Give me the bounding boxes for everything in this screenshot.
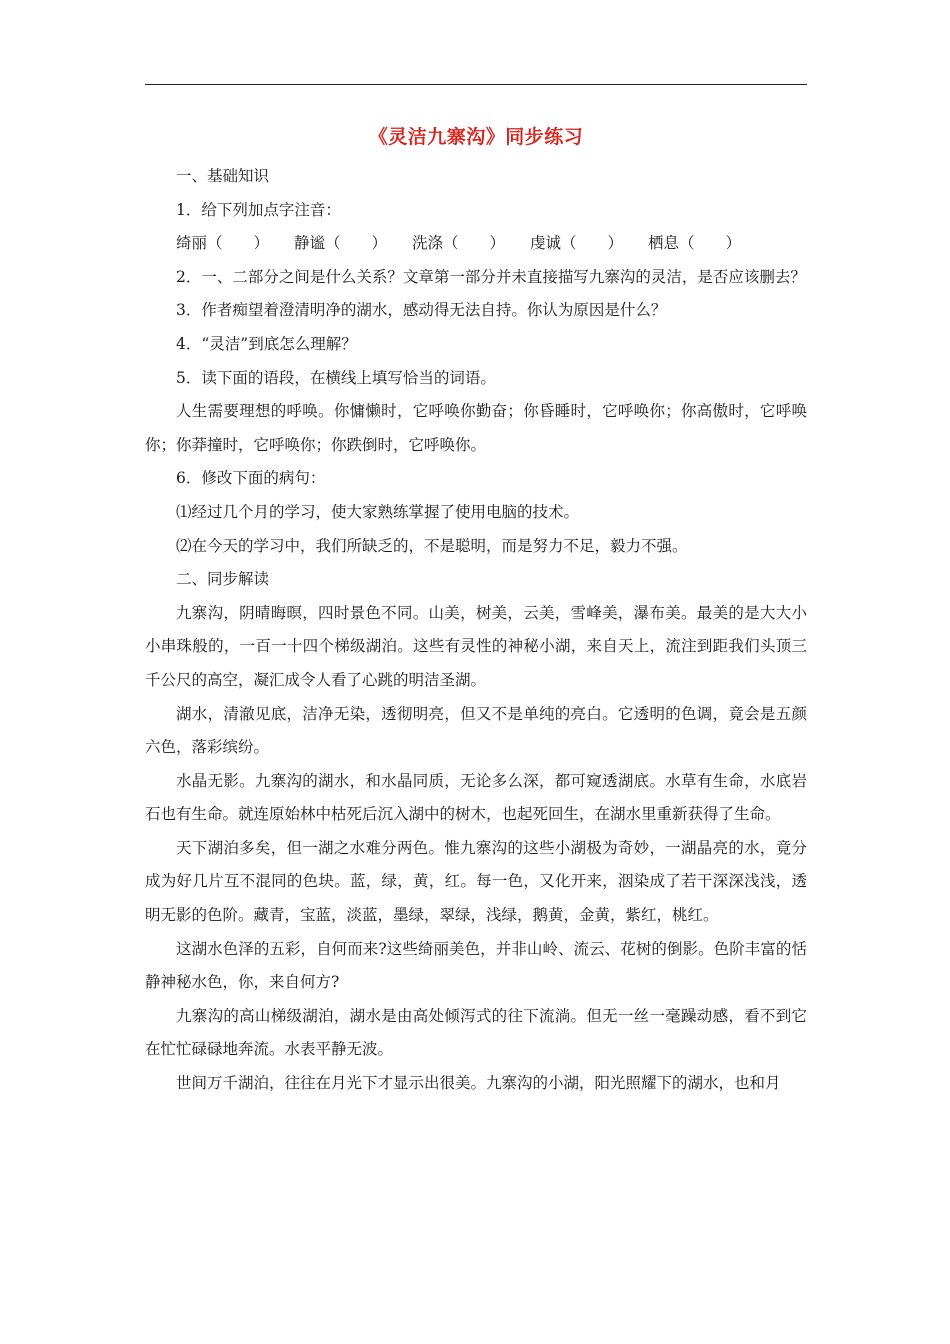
question-1: 1．给下列加点字注音： bbox=[176, 200, 341, 219]
passage-paragraph: 世间万千湖泊，往往在月光下才显示出很美。九寨沟的小湖，阳光照耀下的湖水，也和月 bbox=[176, 1074, 781, 1093]
pinyin-item: 虔诚（ ） bbox=[530, 234, 624, 253]
page-title: 《灵洁九寨沟》同步练习 bbox=[368, 126, 584, 148]
pinyin-item: 洗涤（ ） bbox=[412, 234, 506, 253]
question-5: 5．读下面的语段，在横线上填写恰当的词语。 bbox=[176, 368, 496, 387]
question-6-sentence-2: ⑵在今天的学习中，我们所缺乏的，不是聪明，而是努力不足，毅力不强。 bbox=[176, 536, 688, 555]
section-heading-basic: 一、基础知识 bbox=[176, 167, 270, 185]
question-5-text: 人生需要理想的呼唤。你慵懒时，它呼唤你勤奋；你昏睡时，它呼唤你；你高傲时，它呼唤你；你莽撞时，它呼唤你；你跌倒时，它呼唤你。 bbox=[145, 402, 807, 454]
passage-paragraph: 湖水，清澈见底，洁净无染，透彻明亮，但又不是单纯的亮白。它透明的色调，竟会是五颜六色，落彩缤纷。 bbox=[145, 704, 807, 757]
question-2: 2．一、二部分之间是什么关系？文章第一部分并未直接描写九寨沟的灵洁，是否应该删去？ bbox=[176, 267, 806, 286]
question-6: 6．修改下面的病句： bbox=[176, 469, 326, 488]
pinyin-item: 静谧（ ） bbox=[294, 234, 388, 253]
question-3: 3．作者痴望着澄清明净的湖水，感动得无法自持。你认为原因是什么？ bbox=[176, 301, 667, 320]
passage-paragraph: 天下湖泊多矣，但一湖之水难分两色。惟九寨沟的这些小湖极为奇妙，一湖晶亮的水，竟分成为好几片互不混同的色块。蓝，绿，黄，红。每一色，又化开来，洇染成了若干深深浅浅，透明无影的色阶。藏青，宝蓝，淡蓝，墨绿，翠绿，浅绿，鹅黄，金黄，紫红，桃红。 bbox=[145, 838, 807, 925]
header-divider bbox=[145, 84, 807, 85]
document-body bbox=[145, 160, 807, 1101]
question-6-sentence-1: ⑴经过几个月的学习，使大家熟练掌握了使用电脑的技术。 bbox=[176, 502, 580, 521]
pinyin-items bbox=[145, 227, 807, 261]
passage-paragraph: 九寨沟，阴晴晦暝，四时景色不同。山美，树美，云美，雪峰美，瀑布美。最美的是大大小小串珠般的，一百一十四个梯级湖泊。这些有灵性的神秘小湖，来自天上，流注到距我们头顶三千公尺的高空，凝汇成令人看了心跳的明洁圣湖。 bbox=[145, 603, 807, 689]
section-heading-reading: 二、同步解读 bbox=[176, 570, 270, 589]
question-4: 4．“灵洁”到底怎么理解？ bbox=[176, 334, 357, 353]
passage-paragraph: 水晶无影。九寨沟的湖水，和水晶同质，无论多么深，都可窥透湖底。水草有生命，水底岩石也有生命。就连原始林中枯死后沉入湖中的树木，也起死回生，在湖水里重新获得了生命。 bbox=[145, 771, 807, 824]
pinyin-item: 绮丽（ ） bbox=[176, 234, 270, 253]
passage-paragraph: 九寨沟的高山梯级湖泊，湖水是由高处倾泻式的往下流淌。但无一丝一毫躁动感，看不到它在忙忙碌碌地奔流。水表平静无波。 bbox=[145, 1006, 807, 1059]
passage-paragraph: 这湖水色泽的五彩，自何而来?这些绮丽美色，并非山岭、流云、花树的倒影。色阶丰富的恬静神秘水色，你，来自何方? bbox=[145, 939, 807, 992]
pinyin-item: 栖息（ ） bbox=[648, 234, 742, 253]
